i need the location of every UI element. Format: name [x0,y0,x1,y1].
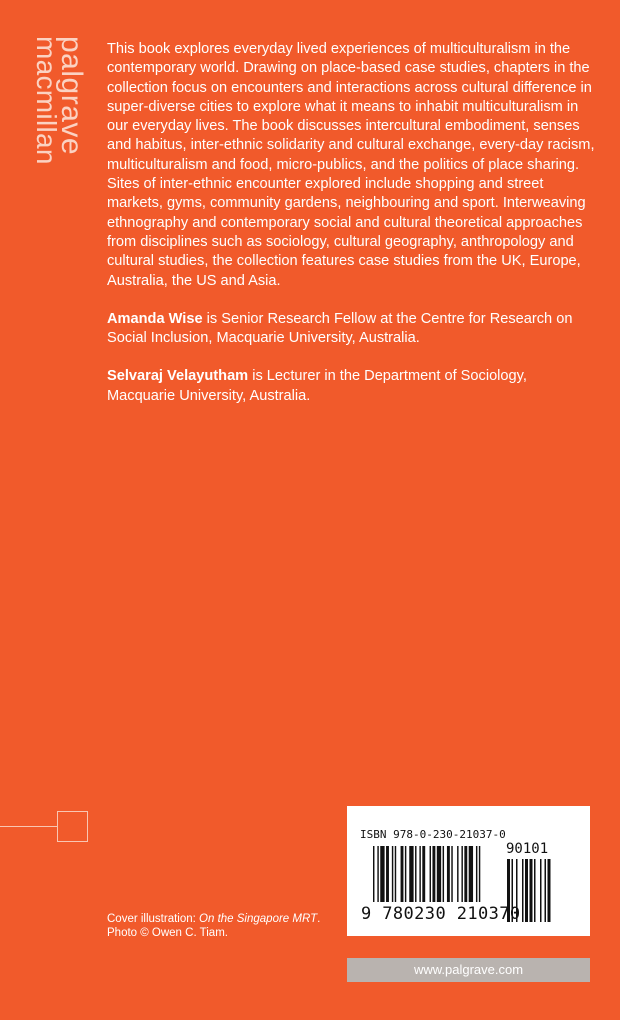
credit-title: On the Singapore MRT [199,913,318,925]
credit-prefix: Cover illustration: [107,913,200,925]
author-bio [107,367,599,406]
isbn-label: ISBN 978-0-230-21037-0 [360,828,506,841]
decorative-line [0,826,57,827]
author-name: Amanda Wise [107,310,203,327]
photo-credit: Photo © Owen C. Tiam. [107,927,228,939]
decorative-square [57,811,88,842]
barcode-panel [347,806,590,936]
barcode-number: 9 780230 210370 [361,904,521,924]
author-bio-text: is Lecturer in the Department of Sociology, Macquarie University, Australia. [107,368,527,404]
description-paragraph: This book explores everyday lived experiences of multiculturalism in the contemporary world. Drawing on place-based case studies, chapters in the collection focus on encounters and interactions across cultural difference in super-diverse cities to explore what it means to inhabit multiculturalism in our everyday lives. The book discusses intercultural embodiment, senses and habitus, inter-ethnic solidarity and cultural exchange, every-day racism, multiculturalism and food, micro-publics, and the politics of place sharing. Sites of inter-ethnic encounter explored include shopping and street markets, gyms, community gardens, neighbouring and sport. Interweaving ethnography and contemporary social and cultural theoretical approaches from disciplines such as sociology, cultural geography, anthropology and cultural studies, the collection features case studies from the UK, Europe, Australia, the US and Asia. [107,41,595,289]
publisher-name-line2: macmillan [31,36,62,165]
publisher-wordmark [31,36,88,165]
publisher-name-line1: palgrave [55,36,88,156]
author-name: Selvaraj Velayutham [107,368,249,385]
website-url: www.palgrave.com [347,958,590,982]
barcode-addon-number: 90101 [506,841,549,857]
author-bio [107,310,599,349]
cover-illustration-credit [107,912,320,926]
author-bio-text: is Senior Research Fellow at the Centre for Research on Social Inclusion, Macquarie University, Australia. [107,310,573,347]
publisher-logo [28,36,88,196]
back-cover-blurb [107,40,599,425]
cover-credit [107,912,320,940]
credit-suffix: . [317,913,321,925]
